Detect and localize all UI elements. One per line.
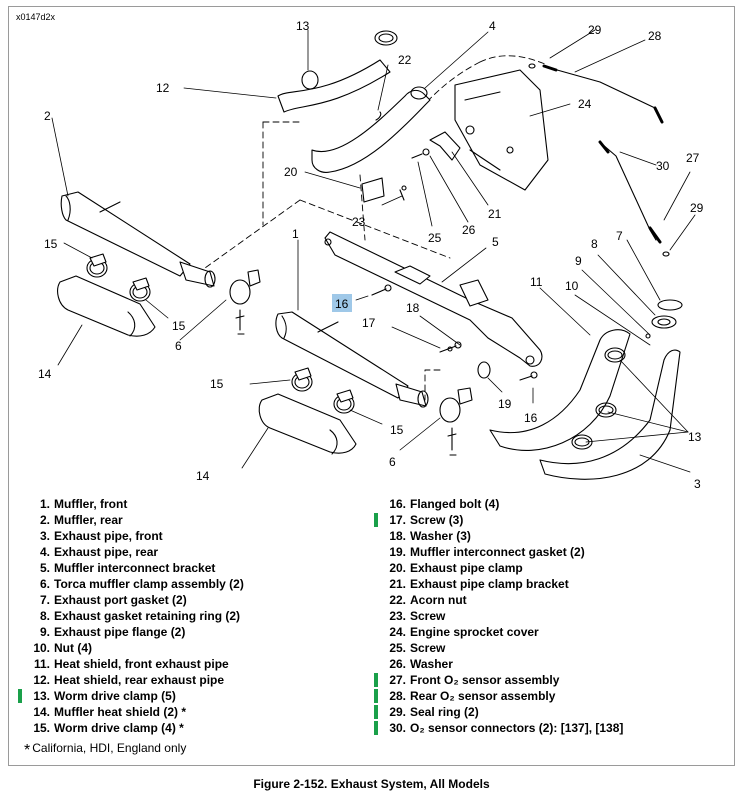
legend-item — [380, 672, 730, 688]
legend-text: Worm drive clamp (4) * — [54, 721, 184, 735]
callout-16-a: 16 — [335, 297, 349, 311]
legend-num: 2. — [39, 513, 50, 527]
legend-text: Worm drive clamp (5) — [54, 689, 176, 703]
legend-item — [24, 624, 369, 640]
legend-item — [380, 688, 730, 704]
legend-num: 22. — [389, 593, 406, 607]
legend-num: 7. — [39, 593, 50, 607]
callout-5: 5 — [492, 235, 499, 249]
callout-21: 21 — [488, 207, 502, 221]
legend-text: Exhaust pipe, rear — [54, 545, 159, 559]
callout-11: 11 — [530, 275, 543, 289]
legend-num: 3. — [39, 529, 50, 543]
callout-10: 10 — [565, 279, 579, 293]
legend-item — [380, 544, 730, 560]
rear-muffler — [61, 192, 215, 287]
legend-num: 11. — [33, 657, 50, 671]
legend-num: 6. — [39, 577, 50, 591]
callout-28: 28 — [648, 29, 662, 43]
o2-sensors — [529, 64, 669, 256]
legend-item — [24, 688, 369, 704]
callout-23: 23 — [352, 215, 366, 229]
legend-item — [380, 496, 730, 512]
front-muffler-heat-shield — [259, 394, 356, 454]
torca-clamp-left — [230, 270, 260, 334]
callout-15-c: 15 — [210, 377, 224, 391]
legend-text: Nut (4) — [54, 641, 92, 655]
legend-num: 28. — [389, 689, 406, 703]
callout-15-d: 15 — [390, 423, 404, 437]
legend-num: 10. — [33, 641, 50, 655]
legend-item — [24, 512, 369, 528]
callout-16-b: 16 — [524, 411, 538, 425]
callout-29-right: 29 — [690, 201, 704, 215]
footnote-star: * — [24, 742, 31, 759]
legend-text: O₂ sensor connectors (2): [137], [138] — [410, 721, 624, 735]
callout-30: 30 — [656, 159, 670, 173]
legend-num: 21. — [389, 577, 406, 591]
legend-num: 1. — [39, 497, 50, 511]
footnote — [24, 741, 186, 760]
legend-text: Muffler, rear — [54, 513, 123, 527]
legend-num: 30. — [389, 721, 406, 735]
legend-item — [24, 608, 369, 624]
legend-text: Muffler heat shield (2) * — [54, 705, 187, 719]
legend-text: Screw — [410, 641, 446, 655]
callout-3: 3 — [694, 477, 701, 490]
legend-item — [380, 528, 730, 544]
legend-item — [24, 528, 369, 544]
legend-text: Torca muffler clamp assembly (2) — [54, 577, 244, 591]
legend-num: 8. — [39, 609, 50, 623]
legend-num: 15. — [33, 721, 50, 735]
legend-item — [380, 592, 730, 608]
legend-item — [24, 560, 369, 576]
callout-27: 27 — [686, 151, 700, 165]
drawing-id: x0147d2x — [16, 12, 56, 22]
callout-20: 20 — [284, 165, 298, 179]
legend-num: 13. — [33, 689, 50, 703]
legend-item — [380, 624, 730, 640]
legend-num: 4. — [39, 545, 50, 559]
legend-text: Engine sprocket cover — [410, 625, 539, 639]
callout-19: 19 — [498, 397, 512, 411]
legend-item — [24, 672, 369, 688]
change-bar — [374, 513, 378, 527]
legend-text: Muffler interconnect gasket (2) — [410, 545, 585, 559]
legend-text: Acorn nut — [410, 593, 467, 607]
legend-text: Exhaust pipe clamp — [410, 561, 523, 575]
legend-num: 18. — [389, 529, 406, 543]
callout-1: 1 — [292, 227, 299, 241]
legend-text: Heat shield, rear exhaust pipe — [54, 673, 225, 687]
callout-15-a: 15 — [44, 237, 58, 251]
legend-num: 14. — [33, 705, 50, 719]
callout-2: 2 — [44, 109, 51, 123]
callout-6-left: 6 — [175, 339, 182, 353]
front-muffler — [276, 312, 428, 407]
change-bar — [374, 721, 378, 735]
legend-item — [24, 656, 369, 672]
legend-item — [24, 576, 369, 592]
legend-item — [380, 656, 730, 672]
legend-num: 16. — [389, 497, 406, 511]
callout-18: 18 — [406, 301, 420, 315]
callout-29-top: 29 — [588, 23, 602, 37]
legend-num: 24. — [389, 625, 406, 639]
legend-text: Flanged bolt (4) — [410, 497, 500, 511]
legend-num: 23. — [389, 609, 406, 623]
callout-13-top: 13 — [296, 19, 310, 33]
legend-text: Exhaust pipe, front — [54, 529, 163, 543]
sprocket-cover — [455, 70, 548, 190]
legend-num: 5. — [39, 561, 50, 575]
legend-left — [24, 496, 369, 736]
legend-item — [380, 512, 730, 528]
change-bar — [18, 689, 22, 703]
legend-num: 17. — [389, 513, 406, 527]
change-bar — [374, 705, 378, 719]
change-bar — [374, 689, 378, 703]
legend-item — [380, 608, 730, 624]
callout-26: 26 — [462, 223, 476, 237]
callout-7: 7 — [616, 229, 623, 243]
legend-text: Heat shield, front exhaust pipe — [54, 657, 229, 671]
legend-num: 26. — [389, 657, 406, 671]
legend-num: 27. — [389, 673, 406, 687]
callout-9: 9 — [575, 254, 582, 268]
legend-item — [24, 544, 369, 560]
legend-item — [380, 560, 730, 576]
legend-text: Washer — [410, 657, 453, 671]
legend-item — [380, 640, 730, 656]
legend-text: Rear O₂ sensor assembly — [410, 689, 556, 703]
legend-num: 9. — [39, 625, 50, 639]
callout-24: 24 — [578, 97, 592, 111]
callout-8: 8 — [591, 237, 598, 251]
legend-text: Muffler interconnect bracket — [54, 561, 216, 575]
legend-text: Front O₂ sensor assembly — [410, 673, 560, 687]
legend-num: 29. — [389, 705, 406, 719]
legend-text: Seal ring (2) — [410, 705, 479, 719]
legend-item — [380, 720, 730, 736]
footnote-text: California, HDI, England only — [32, 741, 187, 755]
legend-item — [24, 496, 369, 512]
callout-14-left: 14 — [38, 367, 52, 381]
legend-text: Screw — [410, 609, 446, 623]
legend-text: Exhaust port gasket (2) — [54, 593, 187, 607]
callout-4: 4 — [489, 19, 496, 33]
callout-22: 22 — [398, 53, 412, 67]
legend-text: Exhaust pipe clamp bracket — [410, 577, 569, 591]
callout-25: 25 — [428, 231, 442, 245]
legend-item — [24, 640, 369, 656]
callout-17: 17 — [362, 316, 376, 330]
legend-num: 19. — [389, 545, 406, 559]
legend-text: Exhaust pipe flange (2) — [54, 625, 186, 639]
legend-num: 12. — [33, 673, 50, 687]
legend-num: 25. — [389, 641, 406, 655]
legend-item — [24, 704, 369, 720]
callout-6-right: 6 — [389, 455, 396, 469]
change-bar — [374, 673, 378, 687]
legend-text: Screw (3) — [410, 513, 464, 527]
legend-text: Washer (3) — [410, 529, 471, 543]
legend-right — [380, 496, 730, 736]
callout-12: 12 — [156, 81, 170, 95]
torca-clamp-right — [440, 388, 472, 455]
legend-item — [380, 576, 730, 592]
legend-text: Muffler, front — [54, 497, 128, 511]
legend-item — [24, 720, 369, 736]
legend-item — [380, 704, 730, 720]
callout-14-right: 14 — [196, 469, 210, 483]
legend-text: Exhaust gasket retaining ring (2) — [54, 609, 241, 623]
figure-caption: Figure 2-152. Exhaust System, All Models — [253, 777, 490, 791]
legend-item — [24, 592, 369, 608]
callout-13-right: 13 — [688, 430, 702, 444]
legend-num: 20. — [389, 561, 406, 575]
callout-15-b: 15 — [172, 319, 186, 333]
